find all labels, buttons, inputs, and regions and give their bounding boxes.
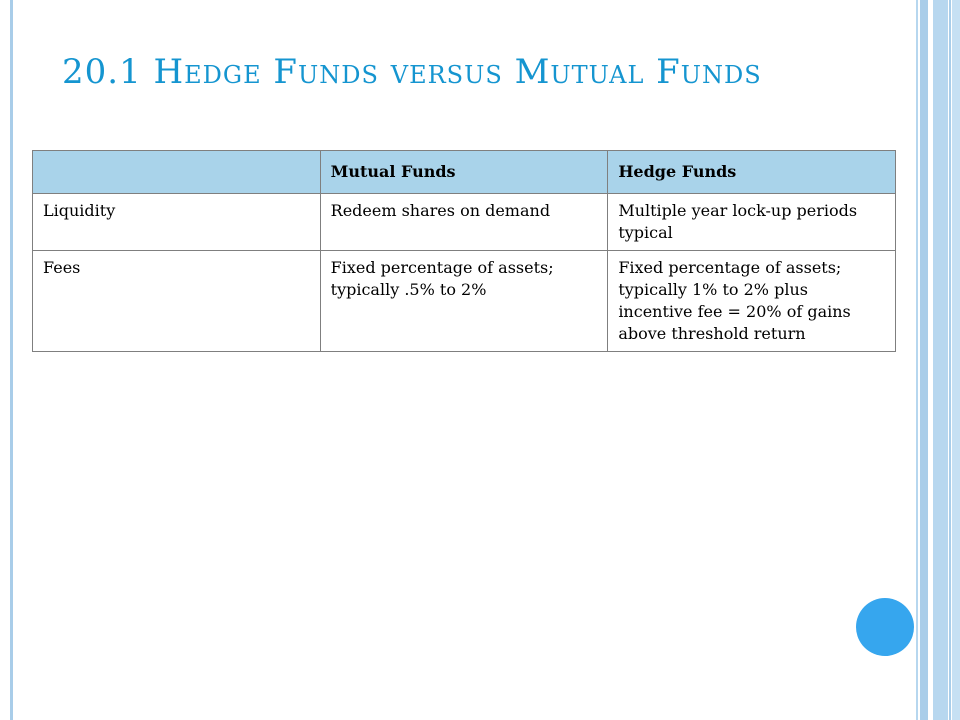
right-stripe-decoration (916, 0, 960, 720)
left-border-decoration (10, 0, 13, 720)
row-label-liquidity: Liquidity (33, 194, 321, 251)
slide-title: 20.1 Hedge Funds versus Mutual Funds (62, 52, 762, 92)
accent-circle-decoration (856, 598, 914, 656)
cell-fees-hedge: Fixed percentage of assets; typically 1% to 2% plus incentive fee = 20% of gains above threshold return (608, 251, 896, 352)
cell-liquidity-hedge: Multiple year lock-up periods typical (608, 194, 896, 251)
header-cell-empty (33, 151, 321, 194)
table-row (33, 194, 896, 251)
header-cell-mutual-funds: Mutual Funds (320, 151, 608, 194)
table-header-row (33, 151, 896, 194)
cell-liquidity-mutual: Redeem shares on demand (320, 194, 608, 251)
cell-fees-mutual: Fixed percentage of assets; typically .5% to 2% (320, 251, 608, 352)
table-row (33, 251, 896, 352)
comparison-table (32, 150, 896, 352)
row-label-fees: Fees (33, 251, 321, 352)
header-cell-hedge-funds: Hedge Funds (608, 151, 896, 194)
